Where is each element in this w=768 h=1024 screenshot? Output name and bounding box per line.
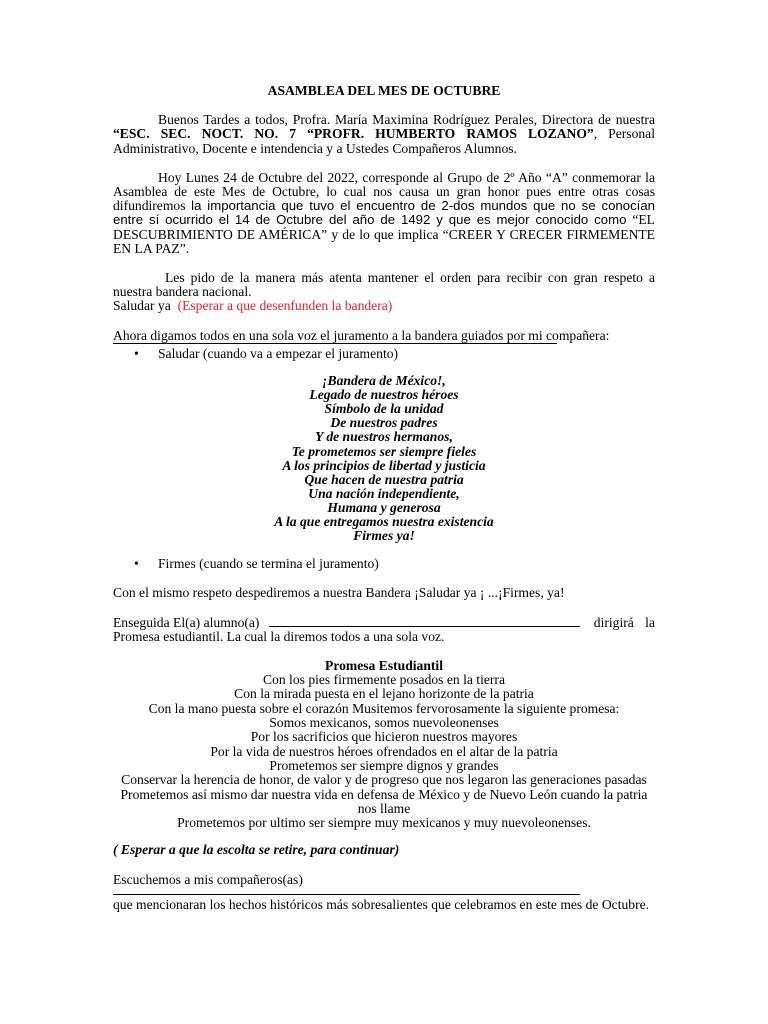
promise-line: Por los sacrificios que hicieron nuestros mayores	[250, 729, 518, 745]
blank-name-line-1	[113, 343, 557, 344]
bullet-dot: •	[134, 345, 139, 361]
intro-text-3: “EL DESCUBRIMIENTO DE AMÉRICA” y de lo que implica “CREER Y CRECER FIRMEMENTE EN LA PAZ”.	[113, 212, 655, 256]
oath-line: A la que entregamos nuestra existencia	[274, 513, 494, 529]
escort-note: ( Esperar a que la escolta se retire, para continuar)	[113, 842, 400, 858]
promise-line: Prometemos así mismo dar nuestra vida en defensa de México y de Nuevo León cuando la patria nos llame	[120, 786, 648, 816]
oath-line: De nuestros padres	[330, 415, 438, 431]
promise-line: Conservar la herencia de honor, de valor y de progreso que nos legaron las generaciones pasadas	[121, 772, 647, 788]
student-promise	[113, 673, 655, 830]
promise-line: Con la mirada puesta en el lejano horizonte de la patria	[234, 686, 534, 702]
oath-line: Símbolo de la unidad	[324, 401, 444, 417]
promise-line: Somos mexicanos, somos nuevoleonenses	[269, 715, 499, 731]
blank-name-line-3	[113, 894, 580, 895]
intro-paragraph	[113, 171, 655, 256]
promise-line: Con la mano puesta sobre el corazón Musitemos fervorosamente la siguiente promesa:	[148, 700, 620, 716]
bullet-salute	[113, 347, 655, 361]
listen-text: Escuchemos a mis compañeros(as)	[113, 871, 303, 887]
oath-line: Legado de nuestros héroes	[309, 387, 459, 403]
next-text-3: Promesa estudiantil. La cual la diremos todos a una sola voz.	[113, 628, 445, 644]
oath-line: Humana y generosa	[327, 499, 441, 515]
greeting-text-2: , Personal Administrativo, Docente e intendencia y a Ustedes Compañeros Alumnos.	[113, 126, 655, 156]
intro-text-1: Hoy Lunes 24 de Octubre del 2022, corresponde al Grupo de 2º Año “A” conmemorar la Asamblea de este Mes de Octubre, lo cual nos causa un gran honor pues entre otras cosas difundiremos	[113, 169, 655, 214]
closing-text: que mencionaran los hechos históricos más sobresalientes que celebramos en este mes de Octubre.	[113, 896, 650, 912]
greeting-paragraph	[113, 113, 655, 156]
salute-note: (Esperar a que desenfunden la bandera)	[177, 298, 393, 314]
blank-name-line-2	[269, 626, 579, 627]
salute-label: Saludar ya	[113, 298, 171, 314]
oath-intro: Ahora digamos todos en una sola voz el juramento a la bandera guiados por mi compañera:	[113, 327, 610, 343]
oath-line: Una nación independiente,	[308, 485, 460, 501]
flag-oath	[113, 374, 655, 543]
intro-text-2: la importancia que tuvo el encuentro de 2-dos mundos que no se conocían entre sí ocurrido el 14 de Octubre del año de 1492 y que es mejor conocido como	[113, 198, 655, 228]
oath-line: Y de nuestros hermanos,	[315, 429, 453, 445]
school-name: “ESC. SEC. NOCT. NO. 7 “PROFR. HUMBERTO RAMOS LOZANO”	[113, 126, 594, 142]
order-paragraph: Les pido de la manera más atenta mantener el orden para recibir con gran respeto a nuestra bandera nacional.	[113, 270, 655, 300]
bullet-dot: •	[134, 556, 139, 572]
oath-line: ¡Bandera de México!,	[322, 373, 446, 389]
farewell-text: Con el mismo respeto despediremos a nuestra Bandera ¡Saludar ya ¡ ...¡Firmes, ya!	[113, 585, 565, 601]
next-line	[113, 616, 655, 630]
promise-line: Por la vida de nuestros héroes ofrendados en el altar de la patria	[210, 743, 558, 759]
bullet-firm	[113, 557, 655, 571]
greeting-text-1: Buenos Tardes a todos, Profra. María Maximina Rodríguez Perales, Directora de nuestra	[158, 112, 655, 128]
oath-line: Te prometemos ser siempre fieles	[291, 443, 477, 459]
next-text-2: dirigirá la	[593, 614, 655, 630]
promise-line: Prometemos por ultimo ser siempre muy mexicanos y muy nuevoleonenses.	[177, 815, 591, 831]
next-text-1: Enseguida El(a) alumno(a)	[113, 614, 260, 630]
document-page	[113, 84, 655, 912]
promise-line: Con los pies firmemente posados en la tierra	[263, 672, 505, 688]
oath-line: Que hacen de nuestra patria	[304, 471, 464, 487]
bullet-salute-text: Saludar (cuando va a empezar el juramento)	[158, 345, 399, 361]
oath-line: Firmes ya!	[353, 528, 415, 544]
promise-title: Promesa Estudiantil	[325, 657, 443, 673]
promise-line: Prometemos ser siempre dignos y grandes	[269, 757, 499, 773]
bullet-firm-text: Firmes (cuando se termina el juramento)	[158, 556, 379, 572]
salute-line	[113, 299, 655, 313]
document-title: ASAMBLEA DEL MES DE OCTUBRE	[267, 83, 501, 98]
oath-line: A los principios de libertad y justicia	[282, 457, 486, 473]
